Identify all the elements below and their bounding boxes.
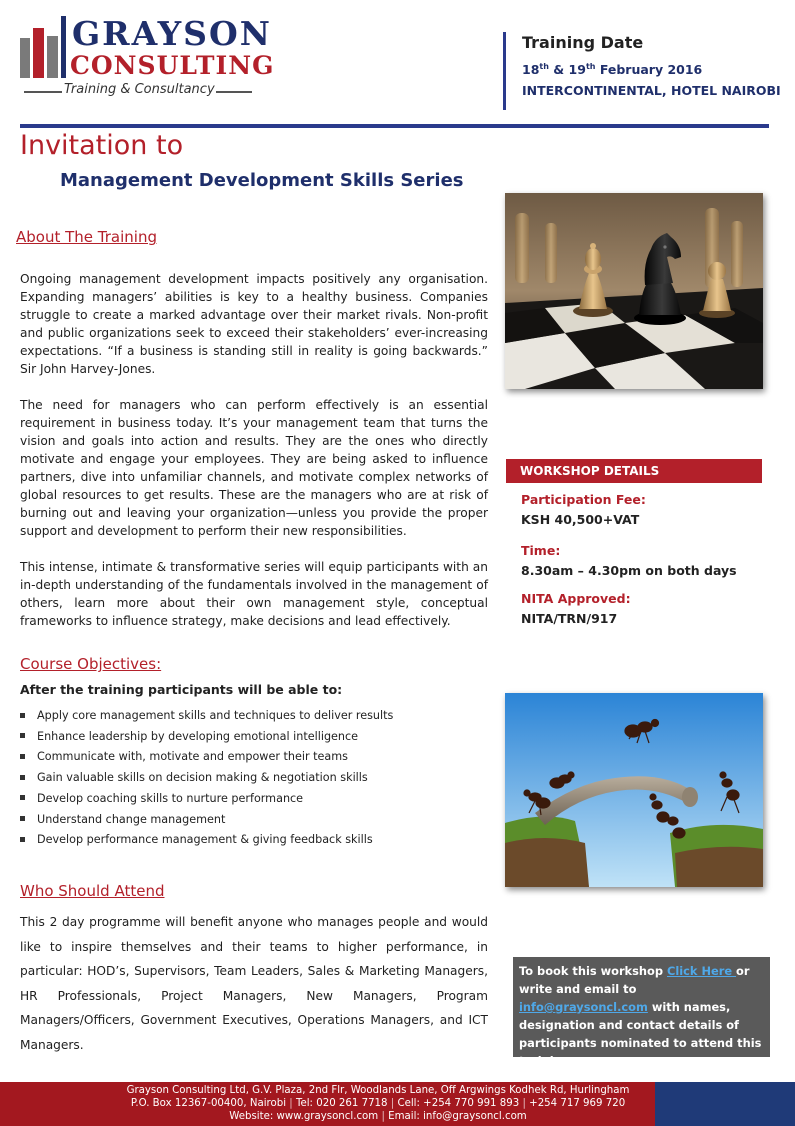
about-paragraph-2: The need for managers who can perform effectively is an essential requirement in business today. It’s your management team that turns the vision and goals into action and results. They are the ones who directly motivate and engage your employees. They are being asked to influence partners, dive into unfamiliar channels, and motivate complex networks of global resources to get results. These are the managers who are at risk of burning out and leaving your organization—unless you provide the proper support and development to perform their new responsibilities. xyxy=(20,398,488,538)
chess-image xyxy=(505,193,763,389)
training-date-title: Training Date xyxy=(522,33,644,52)
logo-tagline xyxy=(20,82,256,100)
footer-website-link[interactable]: Website: www.graysoncl.com xyxy=(229,1110,379,1122)
company-logo xyxy=(20,14,275,106)
list-item: Apply core management skills and techniques to deliver results xyxy=(20,706,393,727)
page-subtitle: Management Development Skills Series xyxy=(60,170,464,191)
page-title: Invitation to xyxy=(20,130,184,161)
attend-heading: Who Should Attend xyxy=(20,882,165,900)
ants-teamwork-image xyxy=(505,693,763,887)
workshop-details-heading: WORKSHOP DETAILS xyxy=(506,459,762,483)
list-item: Develop coaching skills to nurture performance xyxy=(20,789,393,810)
list-item: Gain valuable skills on decision making & negotiation skills xyxy=(20,768,393,789)
attend-paragraph: This 2 day programme will benefit anyone who manages people and would like to inspire themselves and their teams to higher performance, in particular: HOD’s, Supervisors, Team Leaders, Sales & Marketing Managers, HR Professionals, Project Managers, New Managers, Program Managers/Officers, Government Executives, Operations Managers, and ICT Managers. xyxy=(20,915,488,1052)
about-paragraph-3: This intense, intimate & transformative series will equip participants with an in-depth understanding of the fundamentals involved in the management of others, learn more about their own management style, conceptual frameworks to influence strategy, make decisions and lead effectively. xyxy=(20,560,488,628)
header-divider xyxy=(20,124,769,128)
logo-tagline-text: Training & Consultancy xyxy=(64,82,215,97)
training-date-dates: 18th & 19th February 2016 xyxy=(522,62,703,78)
email-link[interactable]: info@graysoncl.com xyxy=(519,1000,648,1014)
nita-label: NITA Approved: xyxy=(521,591,631,606)
footer-address: Grayson Consulting Ltd, G.V. Plaza, 2nd Flr, Woodlands Lane, Off Argwings Kodhek Rd, Hurlingham xyxy=(126,1085,630,1096)
about-paragraph-1: Ongoing management development impacts positively any organisation. Expanding managers’ abilities is key to a healthy business. Companies struggle to create a marked advantage over their market rivals. Non-profit and public organizations seek to exceed their stakeholders’ ever-increasing expectations. “If a business is standing still in reality is going backwards.” Sir John Harvey-Jones. xyxy=(20,272,488,376)
booking-box: To book this workshop Click Here or write and email to info@graysoncl.com with names, designation and contact details of participants nominated to attend this training xyxy=(513,957,770,1057)
click-here-link[interactable]: Click Here xyxy=(666,964,737,978)
list-item: Understand change management xyxy=(20,810,393,831)
footer-web: Website: www.graysoncl.com | Email: info@graysoncl.com xyxy=(229,1110,527,1122)
logo-name: GRAYSON xyxy=(72,14,272,53)
footer-text xyxy=(0,1085,756,1123)
objectives-intro: After the training participants will be able to: xyxy=(20,682,343,697)
training-date-block xyxy=(503,32,781,110)
nita-value: NITA/TRN/917 xyxy=(521,611,618,626)
about-heading: About The Training xyxy=(16,228,157,246)
list-item: Enhance leadership by developing emotional intelligence xyxy=(20,727,393,748)
objectives-heading: Course Objectives: xyxy=(20,655,162,673)
objectives-list xyxy=(20,706,393,851)
list-item: Communicate with, motivate and empower their teams xyxy=(20,747,393,768)
time-label: Time: xyxy=(521,543,561,558)
footer-contacts: P.O. Box 12367-00400, Nairobi | Tel: 020 261 7718 | Cell: +254 770 991 893 | +254 717 969 720 xyxy=(130,1097,626,1109)
footer-email-link[interactable]: Email: info@graysoncl.com xyxy=(388,1110,527,1122)
participation-fee-value: KSH 40,500+VAT xyxy=(521,512,640,527)
logo-bars-icon xyxy=(20,16,68,78)
logo-subname: CONSULTING xyxy=(70,51,275,80)
footer xyxy=(0,1082,795,1126)
list-item: Develop performance management & giving feedback skills xyxy=(20,830,393,851)
training-venue: INTERCONTINENTAL, HOTEL NAIROBI xyxy=(522,83,781,99)
participation-fee-label: Participation Fee: xyxy=(521,492,646,507)
time-value: 8.30am – 4.30pm on both days xyxy=(521,563,737,578)
